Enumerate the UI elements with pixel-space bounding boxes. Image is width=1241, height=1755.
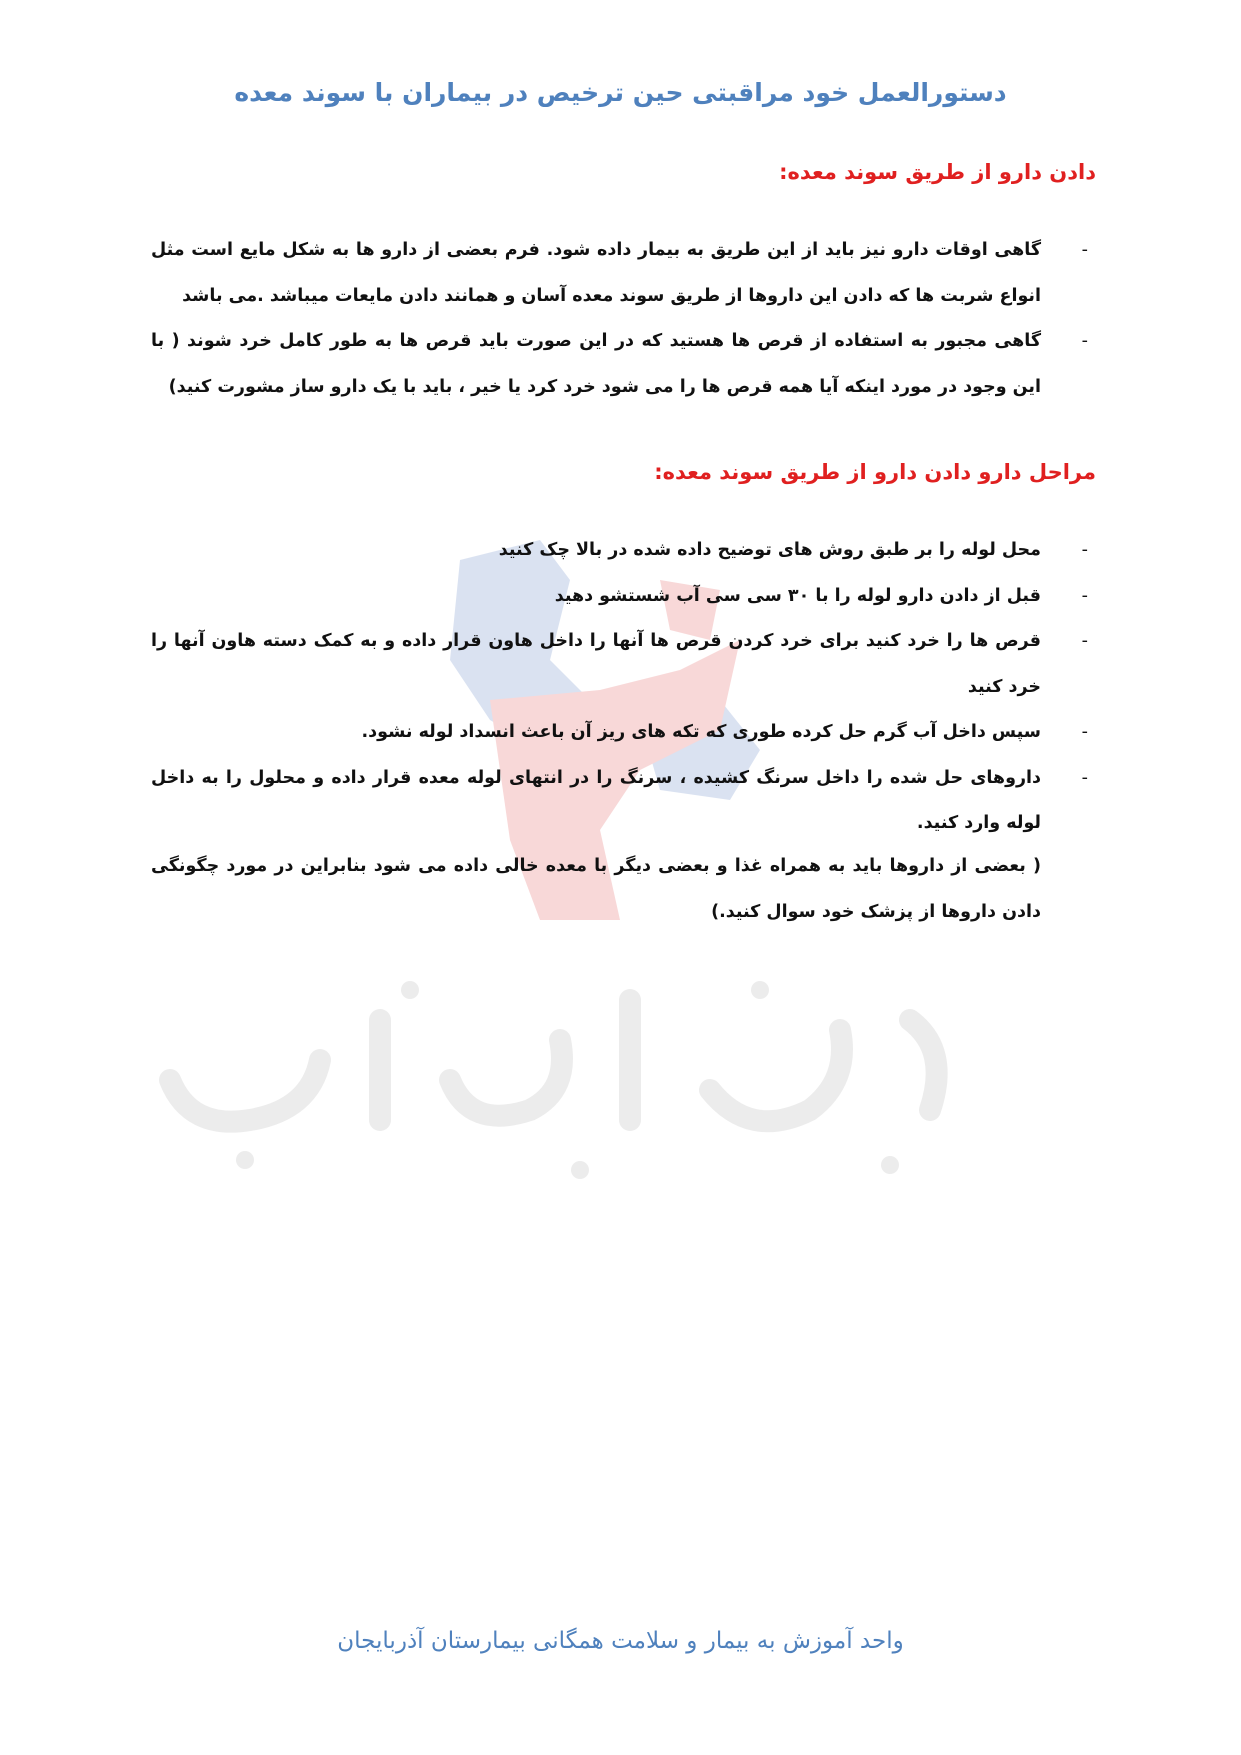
medication-note: ( بعضی از داروها باید به همراه غذا و بعضی دیگر با معده خالی داده می شود بنابراین در مورد چگونگی دادن داروها از پزشک خود سوال کنید.) bbox=[151, 856, 1041, 922]
document-title: دستورالعمل خود مراقبتی حین ترخیص در بیماران با سوند معده bbox=[234, 78, 1007, 107]
list-item-text: قرص ها را خرد کنید برای خرد کردن قرص ها آنها را داخل هاون قرار داده و به کمک دسته هاون آنها را خرد کنید bbox=[151, 631, 1041, 697]
steps-list bbox=[151, 528, 1096, 847]
list-item-text: گاهی مجبور به استفاده از قرص ها هستید که در این صورت باید قرص ها به طور کامل خرد شوند ( با این وجود در مورد اینکه آیا همه قرص ها را می شود خرد کرد یا خیر ، باید با یک دارو ساز مشورت کنید) bbox=[151, 331, 1041, 397]
bullet-dash: - bbox=[1081, 585, 1088, 606]
bullet-dash: - bbox=[1081, 722, 1088, 742]
list-item bbox=[151, 319, 1096, 410]
section-heading-steps: مراحل دارو دادن دارو از طریق سوند معده: bbox=[654, 460, 1096, 484]
list-item bbox=[151, 228, 1096, 319]
list-item-text: محل لوله را بر طبق روش های توضیح داده شده در بالا چک کنید bbox=[498, 540, 1041, 560]
list-item-text: داروهای حل شده را داخل سرنگ کشیده ، سرنگ را در انتهای لوله معده قرار داده و محلول را به داخل لوله وارد کنید. bbox=[151, 767, 1041, 833]
list-item bbox=[151, 619, 1096, 710]
list-item bbox=[151, 710, 1096, 756]
document-footer: واحد آموزش به بیمار و سلامت همگانی بیمارستان آذربایجان bbox=[337, 1628, 904, 1654]
list-item bbox=[151, 574, 1096, 620]
list-item-text: سپس داخل آب گرم حل کرده طوری که تکه های ریز آن باعث انسداد لوله نشود. bbox=[361, 722, 1041, 742]
list-item bbox=[151, 528, 1096, 574]
bullet-dash: - bbox=[1081, 631, 1088, 651]
bullet-dash: - bbox=[1081, 767, 1088, 788]
medication-list bbox=[151, 228, 1096, 410]
list-item-text: قبل از دادن دارو لوله را با ۳۰ سی سی آب شستشو دهید bbox=[554, 585, 1041, 606]
bullet-dash: - bbox=[1081, 331, 1088, 351]
bullet-dash: - bbox=[1081, 240, 1088, 260]
bullet-dash: - bbox=[1081, 540, 1088, 560]
section-heading-medication: دادن دارو از طریق سوند معده: bbox=[779, 160, 1096, 184]
list-item bbox=[151, 756, 1096, 847]
hospital-name-watermark-icon bbox=[150, 960, 990, 1200]
list-item-text: گاهی اوقات دارو نیز باید از این طریق به بیمار داده شود. فرم بعضی از دارو ها به شکل مایع است مثل انواع شربت ها که دادن این داروها از طریق سوند معده آسان و همانند دادن مایعات میباشد .می باشد bbox=[151, 240, 1041, 306]
